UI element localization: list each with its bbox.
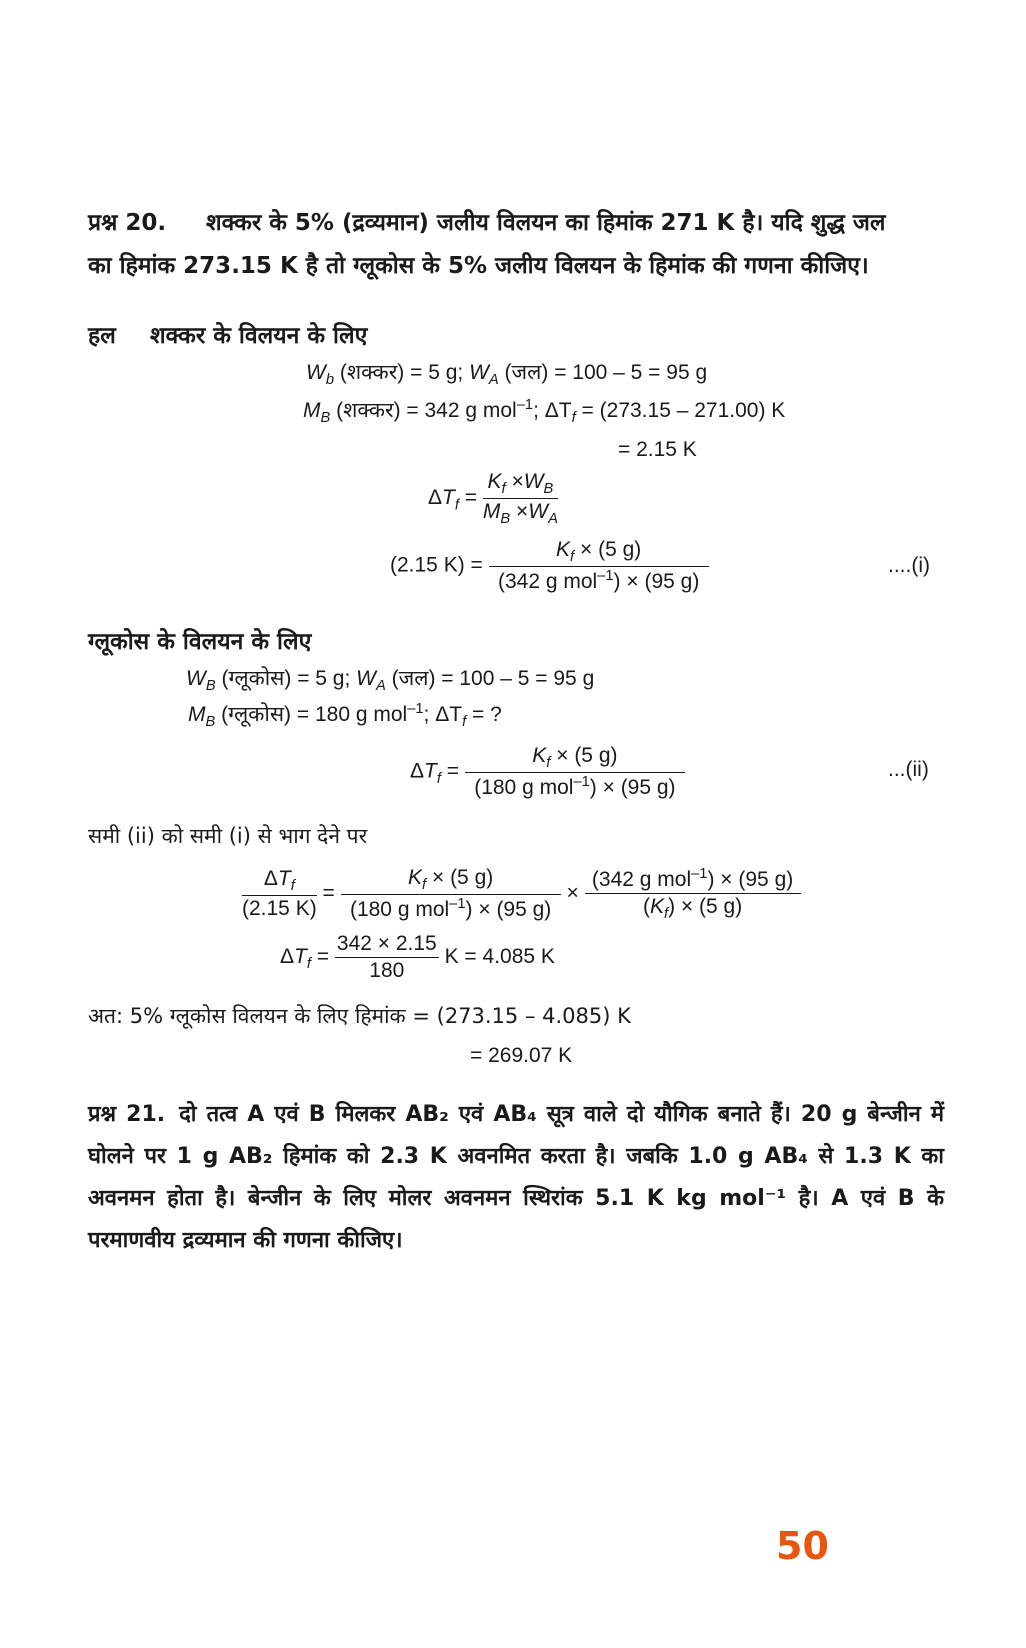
glucose-molar-mass-line: $M_B$ (ग्लूकोस) = 180 g mol$^{-1}$; $\Delta T_f$ = ? [188,701,502,731]
ratio-equation: $\frac{\Delta T_f}{(2.15 K)}$ = $\frac{K_f \times (5 g)}{(180 g mol^{-1}) \times (95 g)}$ × $\frac{(342 g mol^{-1}) \times (95 g)}{(K_f) \times (5 g)}$ [242,866,801,922]
question-21-label: प्रश्न 21. [88,1102,166,1127]
sugar-mass-line: $W_b$ (शक्कर) = 5 g; $W_A$ (जल) = 100 – 5 = 95 g [306,361,708,389]
question-21 [88,1094,944,1262]
sugar-molar-mass-line: $M_B$ (शक्कर) = 342 g mol$^{-1}$; $\Delta T_f = (273.15 - 271.00)$ K [303,397,786,427]
page-number: 50 [776,1524,829,1568]
delta-tf-formula: $\Delta T_f$ = $\frac{K_f \times W_B}{M_B \times W_A}$ [428,470,558,528]
question-20-label: प्रश्न 20. [88,210,167,236]
sugar-solution-subheading: शक्कर के विलयन के लिए [150,323,368,349]
equation-ii-tag: ...(ii) [888,758,929,781]
question-20-line-1: शक्कर के 5% (द्रव्यमान) जलीय विलयन का हिमांक 271 K है। यदि शुद्ध जल [206,210,886,236]
sugar-delta-value: = 2.15 K [618,438,697,461]
equation-i-tag: ....(i) [888,554,930,577]
solution-heading: हल [88,323,116,349]
equation-ii: $\Delta T_f$ = $\frac{K_f \times (5 g)}{(180 g mol^{-1}) \times (95 g)}$ [410,744,685,800]
question-21-text: दो तत्व A एवं B मिलकर AB₂ एवं AB₄ सूत्र वाले दो यौगिक बनाते हैं। 20 g बेन्जीन में घोलने पर 1 g AB₂ हिमांक को 2.3 K अवनमित करता है। जबकि 1.0 g AB₄ से 1.3 K का अवनमन होता है। बेन्जीन के लिए मोलर अवनमन स्थिरांक 5.1 K kg mol⁻¹ है। A एवं B के परमाणवीय द्रव्यमान की गणना कीजिए। [88,1102,944,1253]
answer-line: अत: 5% ग्लूकोस विलयन के लिए हिमांक = (273.15 – 4.085) K [88,1004,631,1028]
equation-i: (2.15 K) = $\frac{K_f \times (5 g)}{(342 g mol^{-1}) \times (95 g)}$ [390,538,709,594]
answer-value: = 269.07 K [470,1044,573,1067]
glucose-solution-subheading: ग्लूकोस के विलयन के लिए [88,629,312,655]
question-20-line-2: का हिमांक 273.15 K है तो ग्लूकोस के 5% जलीय विलयन के हिमांक की गणना कीजिए। [88,253,869,279]
glucose-mass-line: $W_B$ (ग्लूकोस) = 5 g; $W_A$ (जल) = 100 – 5 = 95 g [186,667,595,695]
delta-tf-result: $\Delta T_f$ = $\frac{342 \times 2.15}{180}$ K = 4.085 K [280,932,555,982]
division-instruction: समी (ii) को समी (i) से भाग देने पर [88,824,368,848]
